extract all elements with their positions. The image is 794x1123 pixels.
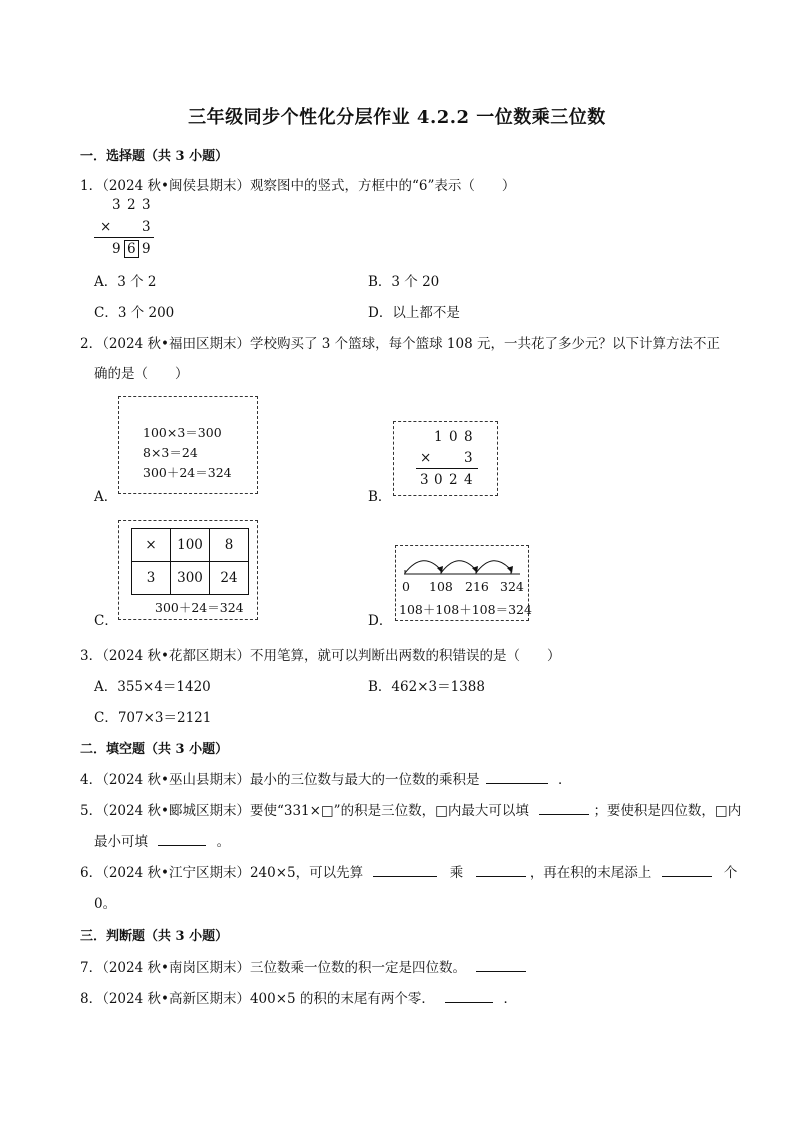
q1-digit: 2 <box>127 197 136 213</box>
q2-b-calc-line <box>416 468 478 469</box>
q2-d-sum: 108＋108＋108＝324 <box>399 602 532 617</box>
q1-digit: 9 <box>142 241 151 257</box>
question-6-text-d: 个 <box>723 865 738 881</box>
number-line-tick-label: 108 <box>429 579 453 594</box>
q2-b-digit: 3 <box>420 472 429 488</box>
number-line-tick-label: 216 <box>465 579 489 594</box>
q1-option-c: C．3 个 200 <box>94 305 175 321</box>
q7-answer-blank[interactable] <box>476 957 526 972</box>
q2-c-sum: 300＋24＝324 <box>155 600 244 615</box>
q5-answer-blank-2[interactable] <box>158 831 206 846</box>
q2-option-d-label: D． <box>368 613 393 629</box>
question-7-text: 7．（2024 秋•南岗区期末）三位数乘一位数的积一定是四位数。 <box>80 960 466 976</box>
q2-c-cell: 300 <box>171 562 210 595</box>
q2-b-digit: 3 <box>464 450 473 466</box>
q3-option-a: A．355×4＝1420 <box>94 679 211 695</box>
q2-c-cell: 100 <box>171 529 210 562</box>
q2-b-times-sign: × <box>420 450 432 466</box>
q2-c-grid-table <box>131 528 249 595</box>
q6-answer-blank-2[interactable] <box>476 862 526 877</box>
q2-a-line: 8×3＝24 <box>143 445 198 460</box>
q2-b-digit: 1 <box>434 429 443 445</box>
q8-answer-blank[interactable] <box>445 988 493 1003</box>
question-6-text-c: ，再在积的末尾添上 <box>529 865 652 881</box>
q2-a-line: 100×3＝300 <box>143 425 222 440</box>
number-line-tick-label: 0 <box>402 579 410 594</box>
q2-option-a-box <box>118 396 258 494</box>
q2-c-cell: 3 <box>132 562 171 595</box>
q4-answer-blank[interactable] <box>486 769 548 784</box>
q2-option-a-label: A． <box>94 489 118 505</box>
q8-end-punct: ． <box>503 991 518 1007</box>
question-1-text: 1．（2024 秋•闽侯县期末）观察图中的竖式，方框中的“6”表示（ ） <box>80 178 516 194</box>
q2-b-digit: 4 <box>464 472 473 488</box>
q2-b-digit: 0 <box>434 472 443 488</box>
question-5-text: 5．（2024 秋•郾城区期末）要使“331×□”的积是三位数，□内最大可以填 <box>80 803 529 819</box>
q1-option-a: A．3 个 2 <box>94 274 157 290</box>
q2-b-digit: 2 <box>449 472 458 488</box>
q1-option-b: B．3 个 20 <box>368 274 440 290</box>
question-6-text: 6．（2024 秋•江宁区期末）240×5，可以先算 <box>80 865 364 881</box>
question-5-text-b: ；要使积是四位数，□内 <box>593 803 742 819</box>
question-2-text: 2．（2024 秋•福田区期末）学校购买了 3 个篮球，每个篮球 108 元，一共花了多少元？以下计算方法不正 <box>80 336 720 352</box>
q2-option-c-box <box>118 520 258 620</box>
question-7 <box>80 956 526 976</box>
q2-c-cell: 24 <box>210 562 249 595</box>
q1-times-sign: × <box>100 219 112 235</box>
section-heading-fill: 二．填空题（共 3 小题） <box>80 742 229 757</box>
q2-c-cell: 8 <box>210 529 249 562</box>
q1-calc-line <box>94 237 154 238</box>
question-4-text: 4．（2024 秋•巫山县期末）最小的三位数与最大的一位数的乘积是 <box>80 772 480 788</box>
q3-option-b: B．462×3＝1388 <box>368 679 485 695</box>
q4-end-punct: ． <box>558 772 572 788</box>
q2-a-line: 300＋24＝324 <box>143 465 232 480</box>
q2-c-cell: × <box>132 529 171 562</box>
q5-answer-blank-1[interactable] <box>539 800 589 815</box>
q2-option-b-label: B． <box>368 489 392 505</box>
q6-answer-blank-3[interactable] <box>662 862 712 877</box>
q6-answer-blank-1[interactable] <box>373 862 437 877</box>
q1-boxed-digit: 6 <box>124 240 139 258</box>
page-title: 三年级同步个性化分层作业 4.2.2 一位数乘三位数 <box>188 107 606 128</box>
q2-option-b-box <box>393 421 498 496</box>
q1-option-d: D．以上都不是 <box>368 305 460 321</box>
q2-option-d-box <box>395 545 532 621</box>
q1-digit: 3 <box>142 219 151 235</box>
q2-b-digit: 0 <box>449 429 458 445</box>
question-5-text-c: 最小可填 <box>94 834 148 850</box>
q1-digit: 3 <box>142 197 151 213</box>
question-5 <box>80 799 741 819</box>
q3-option-c: C．707×3＝2121 <box>94 710 212 726</box>
question-5-cont <box>94 830 230 850</box>
q2-b-digit: 8 <box>464 429 473 445</box>
question-6-cont: 0。 <box>94 896 117 912</box>
q5-end-punct: 。 <box>216 834 231 850</box>
section-heading-judge: 三．判断题（共 3 小题） <box>80 929 229 944</box>
question-4 <box>80 768 572 788</box>
question-3-text: 3．（2024 秋•花都区期末）不用笔算，就可以判断出两数的积错误的是（ ） <box>80 648 561 664</box>
q2-option-c-label: C． <box>94 613 118 629</box>
number-line-tick-label: 324 <box>500 579 524 594</box>
q1-digit: 9 <box>112 241 121 257</box>
question-8 <box>80 987 517 1007</box>
section-heading-choice: 一．选择题（共 3 小题） <box>80 149 229 164</box>
question-2-text-cont: 确的是（ ） <box>94 366 189 382</box>
question-8-text: 8．（2024 秋•高新区期末）400×5 的积的末尾有两个零． <box>80 991 435 1007</box>
question-6-text-b: 乘 <box>449 865 464 881</box>
question-6 <box>80 861 737 881</box>
q1-digit: 3 <box>112 197 121 213</box>
